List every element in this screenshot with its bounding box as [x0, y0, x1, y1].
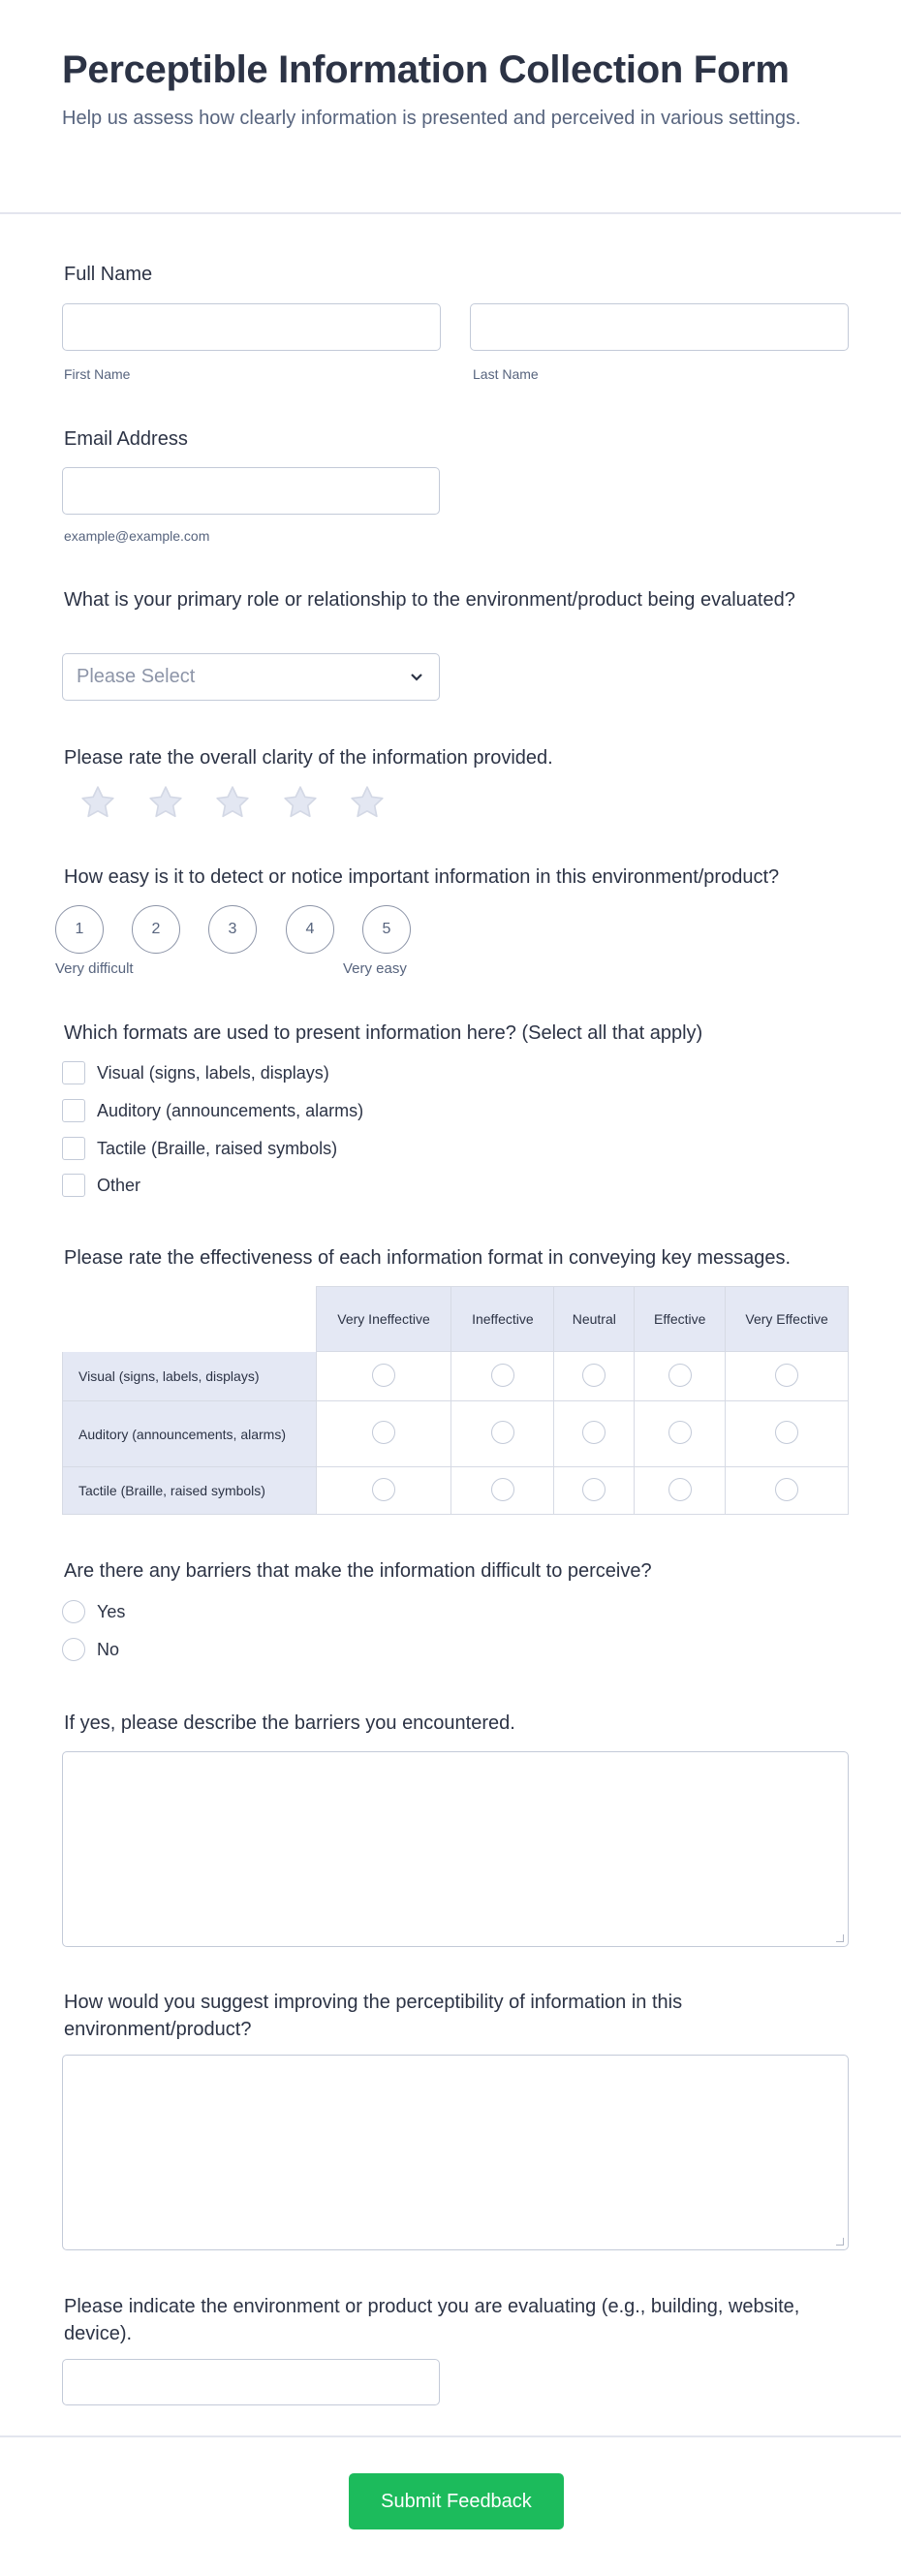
scale-option-3[interactable] — [208, 905, 257, 954]
matrix-radio[interactable] — [775, 1364, 798, 1387]
checkbox-label: Other — [97, 1175, 141, 1195]
clarity-label: Please rate the overall clarity of the information provided. — [64, 747, 553, 769]
formats-label: Which formats are used to present information here? (Select all that apply) — [64, 1022, 703, 1044]
matrix-radio[interactable] — [775, 1421, 798, 1444]
matrix-radio[interactable] — [775, 1478, 798, 1501]
matrix-radio[interactable] — [491, 1421, 514, 1444]
matrix-radio[interactable] — [491, 1478, 514, 1501]
scale-option-label: 2 — [151, 921, 161, 937]
resize-grip-icon[interactable] — [836, 1934, 844, 1942]
last-name-input[interactable] — [470, 303, 849, 351]
chevron-down-icon — [410, 673, 423, 682]
scale-low-label: Very difficult — [55, 960, 134, 977]
scale-option-label: 5 — [382, 921, 391, 937]
scale-option-2[interactable] — [132, 905, 180, 954]
environment-label: Please indicate the environment or product you are evaluating (e.g., building, website, device). — [64, 2296, 800, 2344]
scale-option-1[interactable] — [55, 905, 104, 954]
checkbox-label: Visual (signs, labels, displays) — [97, 1062, 329, 1083]
checkbox-label: Tactile (Braille, raised symbols) — [97, 1138, 338, 1158]
matrix-radio[interactable] — [372, 1478, 395, 1501]
submit-button[interactable]: Submit Feedback — [349, 2473, 564, 2529]
star-icon[interactable] — [213, 783, 252, 822]
matrix-row-label: Visual (signs, labels, displays) — [62, 1352, 317, 1401]
barriers-label: Are there any barriers that make the information difficult to perceive? — [64, 1560, 652, 1582]
describe-textarea[interactable] — [62, 1751, 849, 1947]
matrix-column-header: Neutral — [554, 1286, 635, 1352]
checkbox[interactable] — [62, 1174, 85, 1197]
effectiveness-matrix — [62, 1286, 849, 1515]
scale-option-label: 1 — [75, 921, 84, 937]
star-icon[interactable] — [281, 783, 320, 822]
improve-label: How would you suggest improving the perceptibility of information in this environment/product? — [64, 1992, 683, 2040]
matrix-row — [62, 1467, 849, 1515]
matrix-row — [62, 1352, 849, 1401]
format-checkbox-option[interactable] — [62, 1061, 329, 1084]
first-name-sublabel: First Name — [64, 366, 131, 382]
first-name-input[interactable] — [62, 303, 441, 351]
matrix-radio[interactable] — [582, 1421, 606, 1444]
barriers-radio-option[interactable] — [62, 1638, 119, 1661]
matrix-radio[interactable] — [668, 1364, 692, 1387]
matrix-radio[interactable] — [582, 1478, 606, 1501]
matrix-radio[interactable] — [668, 1421, 692, 1444]
matrix-row — [62, 1401, 849, 1467]
checkbox[interactable] — [62, 1061, 85, 1084]
star-icon[interactable] — [146, 783, 185, 822]
matrix-radio[interactable] — [582, 1364, 606, 1387]
detect-label: How easy is it to detect or notice important information in this environment/product? — [64, 866, 780, 888]
scale-high-label: Very easy — [343, 960, 407, 977]
matrix-label: Please rate the effectiveness of each information format in conveying key messages. — [64, 1247, 792, 1269]
improve-textarea[interactable] — [62, 2055, 849, 2250]
footer-divider — [0, 2435, 901, 2437]
form-subtitle: Help us assess how clearly information is presented and perceived in various settings. — [62, 108, 801, 129]
email-sublabel: example@example.com — [64, 528, 210, 544]
matrix-radio[interactable] — [491, 1364, 514, 1387]
scale-option-label: 3 — [228, 921, 237, 937]
scale-option-5[interactable] — [362, 905, 411, 954]
star-icon[interactable] — [348, 783, 387, 822]
role-label: What is your primary role or relationship to the environment/product being evaluated? — [64, 589, 795, 611]
format-checkbox-option[interactable] — [62, 1174, 140, 1197]
role-select[interactable] — [62, 653, 440, 701]
describe-label: If yes, please describe the barriers you encountered. — [64, 1712, 515, 1734]
role-select-placeholder: Please Select — [77, 666, 196, 687]
email-label: Email Address — [64, 428, 188, 450]
matrix-column-header: Effective — [635, 1286, 726, 1352]
radio-label: No — [97, 1639, 120, 1659]
matrix-corner — [62, 1286, 317, 1352]
full-name-label: Full Name — [64, 264, 153, 285]
scale-option-label: 4 — [305, 921, 315, 937]
matrix-radio[interactable] — [372, 1421, 395, 1444]
form-title: Perceptible Information Collection Form — [62, 48, 790, 91]
barriers-radio-option[interactable] — [62, 1600, 125, 1623]
scale-option-4[interactable] — [286, 905, 334, 954]
matrix-column-header: Ineffective — [451, 1286, 554, 1352]
header-divider — [0, 212, 901, 214]
matrix-row-label: Auditory (announcements, alarms) — [62, 1401, 317, 1467]
environment-input[interactable] — [62, 2359, 440, 2405]
checkbox[interactable] — [62, 1099, 85, 1122]
last-name-sublabel: Last Name — [473, 366, 539, 382]
checkbox[interactable] — [62, 1137, 85, 1160]
radio[interactable] — [62, 1600, 85, 1623]
format-checkbox-option[interactable] — [62, 1099, 363, 1122]
resize-grip-icon[interactable] — [836, 2238, 844, 2246]
matrix-radio[interactable] — [372, 1364, 395, 1387]
matrix-radio[interactable] — [668, 1478, 692, 1501]
radio[interactable] — [62, 1638, 85, 1661]
radio-label: Yes — [97, 1601, 126, 1621]
checkbox-label: Auditory (announcements, alarms) — [97, 1100, 364, 1120]
email-input[interactable] — [62, 467, 440, 515]
star-icon[interactable] — [78, 783, 117, 822]
matrix-column-header: Very Effective — [726, 1286, 849, 1352]
matrix-column-header: Very Ineffective — [317, 1286, 452, 1352]
matrix-row-label: Tactile (Braille, raised symbols) — [62, 1467, 317, 1515]
format-checkbox-option[interactable] — [62, 1137, 337, 1160]
